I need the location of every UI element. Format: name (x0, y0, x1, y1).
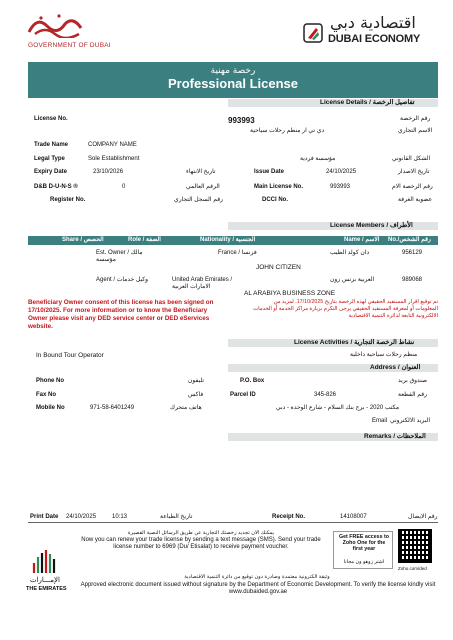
print-date-label: Print Date (30, 514, 59, 520)
legal-type-label: Legal Type (34, 156, 65, 162)
trade-name-value: COMPANY NAME (88, 142, 137, 148)
license-no-ar: رقم الرخصة (400, 116, 431, 122)
address-ar: مكتب 2020 - برج بنك السلام - شارع الوحدة - دبي (276, 405, 400, 411)
address-heading: Address / العنوان (370, 364, 421, 371)
duns-label: D&B D-U-N-S ® (34, 184, 78, 190)
members-table-header (28, 236, 438, 245)
beneficiary-notice-ar: تم توقيع اقرار المستفيد الحقيقي لهذه الرخصة بتاريخ 17/10/2025. لمزيد من المعلومات أو لمعرفة المستفيد الحقيقي يرجى التكرم بزيارة مراكز الخدمة أو الخدمات الالكترونية التابعة لدائرة التنمية الاقتصادية (253, 299, 438, 319)
dubai-economy-name-en: DUBAI ECONOMY (328, 33, 421, 45)
duns-ar: الرقم العالمي (186, 184, 220, 190)
beneficiary-notice-en: Beneficiary Owner consent of this license has been signed on 17/10/2025. For more information or to know the Beneficiary Owner please visit any DED service center or DED eServices website. (28, 299, 214, 330)
pobox-label: P.O. Box (240, 378, 265, 384)
license-no-label: License No. (34, 116, 68, 122)
email-label: Email (372, 418, 388, 424)
member-role: Agent / وكيل خدمات (96, 277, 149, 283)
col-name: Name / الاسم (344, 237, 380, 243)
zoho-promo-en: Get FREE access to Zoho One for the first year (338, 534, 390, 552)
parcel-value: 345-826 (314, 392, 337, 398)
print-time-value: 10:13 (112, 514, 128, 520)
expiry-date-label: Expiry Date (34, 169, 68, 175)
mobile-value: 971-58-6401249 (90, 405, 135, 411)
gov-name-en: GOVERNMENT OF DUBAI (28, 42, 111, 49)
the-emirates-logo (30, 545, 60, 575)
zoho-promo-ar: اشتر زوهو ون مجانا (343, 559, 385, 565)
receipt-no-ar: رقم الايصال (408, 514, 438, 520)
license-no-value: 993993 (228, 116, 255, 125)
expiry-date-ar: تاريخ الانتهاء (186, 169, 216, 175)
dubai-economy-name-ar: اقتصادية دبي (330, 13, 416, 32)
legal-type-value-ar: مؤسسة فردية (300, 156, 336, 162)
zoho-url: Zoho.com/ded (398, 566, 427, 571)
member-role: Est. Owner / مالك مؤسسة (96, 250, 143, 263)
dcci-no-label: DCCI No. (262, 197, 288, 203)
member-nationality: United Arab Emirates / الامارات العربية (172, 277, 233, 290)
email-ar: البريد الالكتروني (390, 418, 431, 424)
legal-type-value: Sole Establishment (88, 156, 140, 162)
trade-name-label: Trade Name (34, 142, 69, 148)
approved-ar: وثيقة الكترونية معتمدة وصادرة دون توقيع من دائرة التنمية الاقتصادية (184, 574, 330, 580)
print-date-value: 24/10/2025 (66, 514, 97, 520)
receipt-no-label: Receipt No. (272, 514, 306, 520)
qr-code[interactable] (398, 529, 432, 563)
expiry-date-value: 23/10/2026 (93, 169, 124, 175)
government-of-dubai-logo (25, 12, 85, 38)
license-title-en: Professional License (167, 76, 299, 91)
pobox-ar: صندوق بريد (398, 378, 428, 384)
col-share: Share / الحصص (62, 237, 104, 243)
trade-name-ar-value: دي تي ار منظم رحلات سياحية (250, 128, 325, 134)
member-name-ar: دان كولد الطيب (330, 250, 370, 256)
fax-ar: فاكس (188, 392, 204, 398)
col-nationality: Nationality / الجنسية (200, 237, 256, 243)
member-no: 956129 (402, 250, 423, 256)
register-no-ar: رقم السجل التجاري (174, 197, 223, 203)
main-license-ar: رقم الرخصة الام (392, 184, 433, 190)
fax-label: Fax No (36, 392, 57, 398)
activity-en: In Bound Tour Operator (36, 352, 104, 359)
phone-label: Phone No (36, 378, 64, 384)
member-no: 989068 (402, 277, 423, 283)
main-license-value: 993993 (330, 184, 351, 190)
issue-date-value: 24/10/2025 (326, 169, 357, 175)
phone-ar: تليفون (188, 378, 205, 384)
main-license-label: Main License No. (254, 184, 304, 190)
license-title-band (28, 62, 438, 98)
member-name-en: JOHN CITIZEN (256, 264, 301, 271)
license-title-ar: رخصة مهنية (210, 66, 256, 76)
dcci-no-ar: عضوية الغرفة (398, 197, 433, 203)
uae-name-ar: الإمـــارات (30, 577, 60, 584)
approved-en: Approved electronic document issued without signature by the Department of Economic Development. To verify the license kindly visit www.dubaided.gov.ae (80, 582, 436, 595)
member-name-ar: العربية بزنس زون (330, 277, 375, 283)
license-activities-heading: License Activities / نشاط الرخصة التجارية (294, 339, 415, 346)
remarks-heading: Remarks / الملاحظات (364, 433, 426, 440)
dubai-economy-logo (302, 22, 324, 44)
legal-type-ar-label: الشكل القانوني (392, 156, 431, 162)
footer-divider (28, 522, 438, 523)
license-members-heading: License Members / الأطراف (330, 222, 413, 229)
trade-name-ar-label: الاسم التجاري (398, 128, 433, 134)
license-details-heading: License Details / تفاصيل الرخصة (320, 99, 415, 106)
print-date-ar: تاريخ الطباعة (160, 514, 193, 520)
mobile-ar: هاتف متحرك (170, 405, 202, 411)
renew-sms-en: Now you can renew your trade license by sending a text message (SMS). Send your trade license number to 6969 (Du/ Etisalat) to receive payment voucher. (81, 537, 321, 550)
activity-ar: منظم رحلات سياحية داخلية (350, 352, 418, 358)
col-role: Role / الصفة (128, 237, 161, 243)
parcel-label: Parcel ID (230, 392, 256, 398)
zoho-promo[interactable] (333, 531, 393, 569)
duns-value: 0 (122, 184, 126, 190)
member-name-en: AL ARABIYA BUSINESS ZONE (244, 290, 336, 297)
receipt-no-value: 14108007 (340, 514, 367, 520)
renew-sms-ar: يمكنك الان تجديد رخصتك التجارية عن طريق الرسائل النصية القصيرة (127, 530, 275, 536)
uae-name-en: THE EMIRATES (26, 586, 67, 592)
mobile-label: Mobile No (36, 405, 65, 411)
issue-date-label: Issue Date (254, 169, 285, 175)
issue-date-ar: تاريخ الاصدار (398, 169, 430, 175)
member-nationality: France / فرنسا (218, 250, 257, 256)
parcel-ar: رقم القطعة (398, 392, 427, 398)
col-person-no: No./رقم الشخص (388, 237, 431, 243)
register-no-label: Register No. (50, 197, 86, 203)
